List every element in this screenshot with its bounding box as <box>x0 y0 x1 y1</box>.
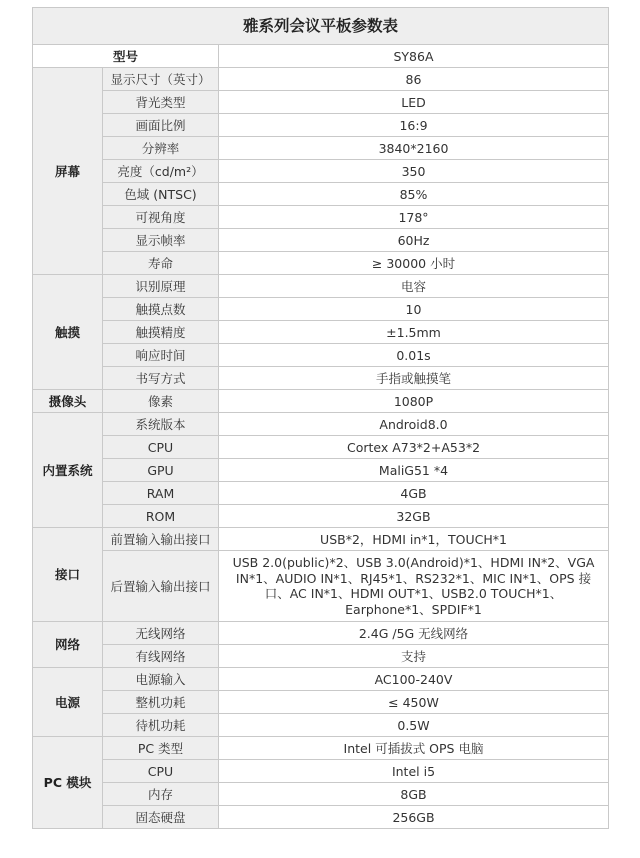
spec-row <box>33 183 609 206</box>
spec-label: 内存 <box>103 783 219 806</box>
spec-label: 响应时间 <box>103 344 219 367</box>
spec-value: ≥ 30000 小时 <box>219 252 609 275</box>
spec-row <box>33 760 609 783</box>
spec-row <box>33 160 609 183</box>
spec-row <box>33 91 609 114</box>
spec-row <box>33 551 609 622</box>
spec-value: AC100-240V <box>219 668 609 691</box>
spec-label: CPU <box>103 436 219 459</box>
spec-value: 3840*2160 <box>219 137 609 160</box>
spec-value: 350 <box>219 160 609 183</box>
spec-label: 背光类型 <box>103 91 219 114</box>
spec-label: 待机功耗 <box>103 714 219 737</box>
group-label: 摄像头 <box>33 390 103 413</box>
spec-label: 后置输入输出接口 <box>103 551 219 622</box>
spec-value: 85% <box>219 183 609 206</box>
group-label: 屏幕 <box>33 68 103 275</box>
spec-value: 32GB <box>219 505 609 528</box>
spec-label: 画面比例 <box>103 114 219 137</box>
spec-value: Cortex A73*2+A53*2 <box>219 436 609 459</box>
group-label: 内置系统 <box>33 413 103 528</box>
spec-label: PC 类型 <box>103 737 219 760</box>
model-label: 型号 <box>33 45 219 68</box>
spec-value: Intel i5 <box>219 760 609 783</box>
spec-row <box>33 206 609 229</box>
spec-value: 0.5W <box>219 714 609 737</box>
group-label: 网络 <box>33 622 103 668</box>
spec-label: 识别原理 <box>103 275 219 298</box>
spec-label: 电源输入 <box>103 668 219 691</box>
spec-label: 触摸精度 <box>103 321 219 344</box>
spec-row <box>33 622 609 645</box>
spec-label: 整机功耗 <box>103 691 219 714</box>
spec-value: 178° <box>219 206 609 229</box>
group-label: 电源 <box>33 668 103 737</box>
spec-row <box>33 68 609 91</box>
group-label: PC 模块 <box>33 737 103 829</box>
spec-label: GPU <box>103 459 219 482</box>
spec-row <box>33 252 609 275</box>
spec-value: 86 <box>219 68 609 91</box>
spec-label: 有线网络 <box>103 645 219 668</box>
spec-label: 亮度（cd/m²） <box>103 160 219 183</box>
spec-row <box>33 390 609 413</box>
spec-label: 寿命 <box>103 252 219 275</box>
spec-value: 60Hz <box>219 229 609 252</box>
spec-label: 触摸点数 <box>103 298 219 321</box>
spec-value: 10 <box>219 298 609 321</box>
spec-row <box>33 321 609 344</box>
spec-row <box>33 783 609 806</box>
spec-label: ROM <box>103 505 219 528</box>
spec-table <box>32 7 609 829</box>
spec-row <box>33 806 609 829</box>
spec-value: Intel 可插拔式 OPS 电脑 <box>219 737 609 760</box>
spec-value: 16:9 <box>219 114 609 137</box>
spec-label: 前置输入输出接口 <box>103 528 219 551</box>
spec-value: Android8.0 <box>219 413 609 436</box>
spec-row <box>33 482 609 505</box>
spec-label: 可视角度 <box>103 206 219 229</box>
spec-row <box>33 714 609 737</box>
spec-row <box>33 505 609 528</box>
spec-value: 电容 <box>219 275 609 298</box>
spec-row <box>33 436 609 459</box>
spec-label: 分辨率 <box>103 137 219 160</box>
title-row <box>33 8 609 45</box>
spec-value: 4GB <box>219 482 609 505</box>
spec-value: USB*2，HDMI in*1，TOUCH*1 <box>219 528 609 551</box>
spec-row <box>33 367 609 390</box>
spec-label: RAM <box>103 482 219 505</box>
spec-label: 色域 (NTSC) <box>103 183 219 206</box>
spec-row <box>33 645 609 668</box>
spec-value: MaliG51 *4 <box>219 459 609 482</box>
spec-row <box>33 668 609 691</box>
spec-row <box>33 344 609 367</box>
spec-value: ±1.5mm <box>219 321 609 344</box>
table-title: 雅系列会议平板参数表 <box>33 8 609 45</box>
spec-row <box>33 275 609 298</box>
spec-row <box>33 413 609 436</box>
spec-value: 8GB <box>219 783 609 806</box>
spec-row <box>33 114 609 137</box>
spec-row <box>33 229 609 252</box>
spec-row <box>33 137 609 160</box>
spec-value: LED <box>219 91 609 114</box>
model-row <box>33 45 609 68</box>
model-value: SY86A <box>219 45 609 68</box>
spec-label: 系统版本 <box>103 413 219 436</box>
spec-row <box>33 298 609 321</box>
spec-value: 256GB <box>219 806 609 829</box>
spec-label: 像素 <box>103 390 219 413</box>
spec-value: USB 2.0(public)*2、USB 3.0(Android)*1、HDMI IN*2、VGA IN*1、AUDIO IN*1、RJ45*1、RS232*1、MIC IN*1、OPS 接口、AC IN*1、HDMI OUT*1、USB2.0 TOUCH*1、Earphone*1、SPDIF*1 <box>219 551 609 622</box>
spec-row <box>33 528 609 551</box>
spec-label: CPU <box>103 760 219 783</box>
spec-label: 书写方式 <box>103 367 219 390</box>
spec-value: 0.01s <box>219 344 609 367</box>
group-label: 接口 <box>33 528 103 622</box>
group-label: 触摸 <box>33 275 103 390</box>
spec-value: 手指或触摸笔 <box>219 367 609 390</box>
spec-table-body <box>33 8 609 829</box>
spec-value: 支持 <box>219 645 609 668</box>
spec-label: 固态硬盘 <box>103 806 219 829</box>
spec-label: 无线网络 <box>103 622 219 645</box>
spec-row <box>33 691 609 714</box>
spec-row <box>33 459 609 482</box>
spec-row <box>33 737 609 760</box>
spec-label: 显示尺寸（英寸） <box>103 68 219 91</box>
spec-value: ≤ 450W <box>219 691 609 714</box>
spec-label: 显示帧率 <box>103 229 219 252</box>
spec-value: 2.4G /5G 无线网络 <box>219 622 609 645</box>
spec-value: 1080P <box>219 390 609 413</box>
